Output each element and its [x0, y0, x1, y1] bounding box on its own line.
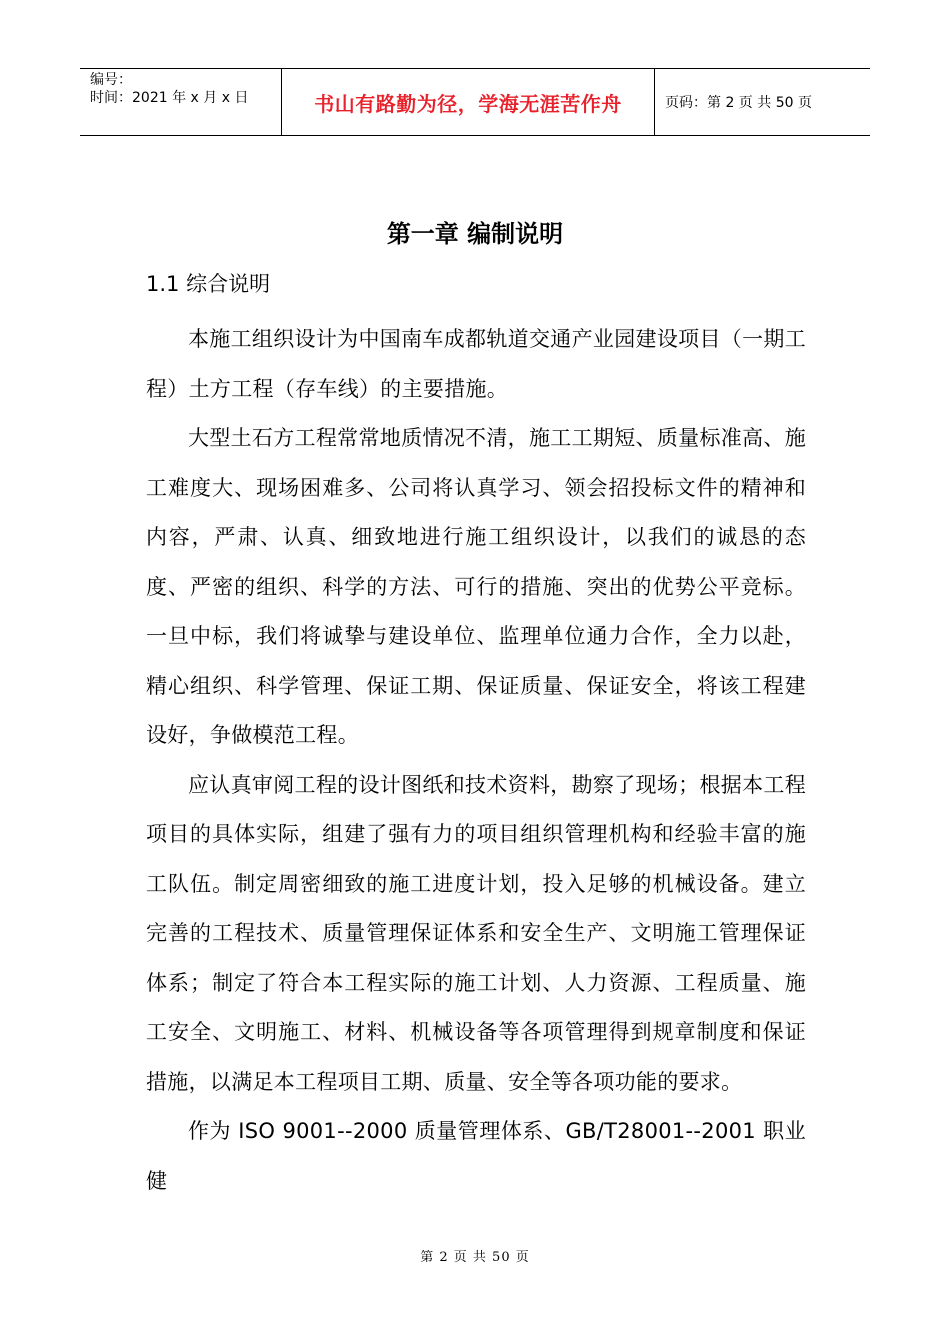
page-header: [80, 68, 870, 136]
header-page-info: 页码：第 2 页 共 50 页: [665, 95, 812, 111]
section-title: 1.1 综合说明: [146, 272, 271, 296]
date-text: 时间：2021 年 x 月 x 日: [90, 90, 249, 106]
page-footer: 第 2 页 共 50 页: [420, 1250, 530, 1265]
paragraph-3: 应认真审阅工程的设计图纸和技术资料，勘察了现场；根据本工程项目的具体实际，组建了强有力的项目组织管理机构和经验丰富的施工队伍。制定周密细致的施工进度计划，投入足够的机械设备。建立完善的工程技术、质量管理保证体系和安全生产、文明施工管理保证体系；制定了符合本工程实际的施工计划、人力资源、工程质量、施工安全、文明施工、材料、机械设备等各项管理得到规章制度和保证措施，以满足本工程项目工期、质量、安全等各项功能的要求。: [146, 772, 806, 1094]
header-meta-cell: [80, 69, 281, 135]
serial-label: 编号：: [90, 72, 132, 88]
header-motto: 书山有路勤为径，学海无涯苦作舟: [281, 69, 655, 135]
paragraph-4: 作为 ISO 9001--2000 质量管理体系、GB/T28001--2001 职业健: [146, 1119, 806, 1193]
paragraph-2: 大型土石方工程常常地质情况不清，施工工期短、质量标准高、施工难度大、现场困难多、公司将认真学习、领会招投标文件的精神和内容，严肃、认真、细致地进行施工组织设计，以我们的诚恳的态度、严密的组织、科学的方法、可行的措施、突出的优势公平竞标。一旦中标，我们将诚挚与建设单位、监理单位通力合作，全力以赴，精心组织、科学管理、保证工期、保证质量、保证安全，将该工程建设好，争做模范工程。: [146, 426, 806, 747]
paragraph-1: 本施工组织设计为中国南车成都轨道交通产业园建设项目（一期工程）土方工程（存车线）的主要措施。: [146, 327, 806, 401]
chapter-title: 第一章 编制说明: [386, 220, 564, 248]
body-text: [146, 315, 806, 1206]
